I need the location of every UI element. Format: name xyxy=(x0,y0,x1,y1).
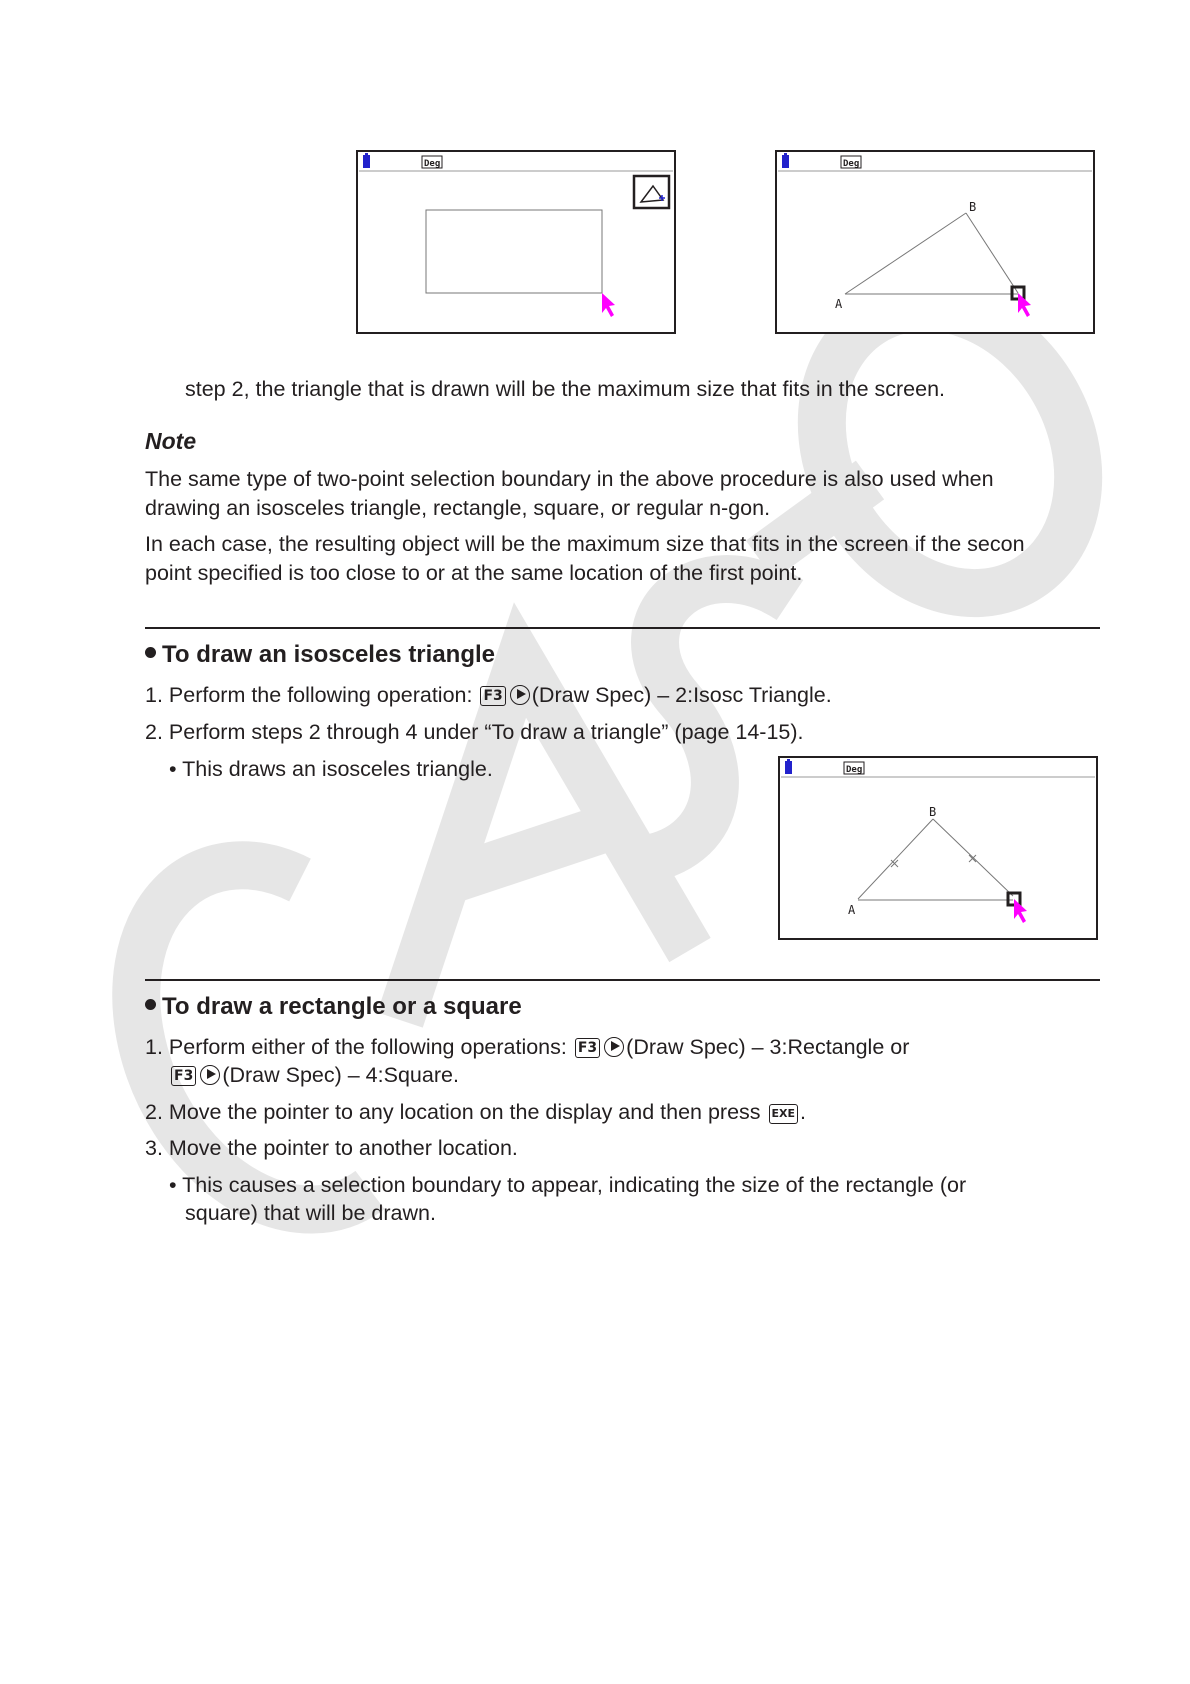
rectangle-step-2 xyxy=(145,1098,806,1126)
step-text: 2. Move the pointer to any location on the display and then press xyxy=(145,1100,761,1124)
f3-key-icon: F3 xyxy=(171,1066,196,1086)
step-text: (Draw Spec) – 4:Square. xyxy=(222,1063,459,1087)
rectangle-bullet-line-1: • This causes a selection boundary to appear, indicating the size of the rectangle (or xyxy=(169,1173,967,1197)
rectangle-heading xyxy=(145,993,522,1021)
right-arrow-key-icon xyxy=(200,1065,220,1085)
step-text: (Draw Spec) – 2:Isosc Triangle. xyxy=(531,683,832,707)
rectangle-step-3: 3. Move the pointer to another location. xyxy=(145,1136,518,1160)
battery-icon xyxy=(782,155,789,168)
right-arrow-key-icon xyxy=(604,1037,624,1057)
rectangle-bullet-line-2: square) that will be drawn. xyxy=(185,1201,436,1225)
section-divider xyxy=(145,627,1100,629)
f3-key-icon: F3 xyxy=(480,686,505,706)
note-line-1: The same type of two-point selection boundary in the above procedure is also used when xyxy=(145,467,994,491)
isosceles-heading-text: To draw an isosceles triangle xyxy=(162,641,495,668)
section-divider xyxy=(145,979,1100,981)
deg-label: Deg xyxy=(846,765,863,775)
bullet-dot xyxy=(145,647,156,658)
exe-key-icon: EXE xyxy=(769,1104,799,1124)
point-label-a: A xyxy=(835,297,843,311)
deg-label: Deg xyxy=(424,159,441,169)
rectangle-heading-text: To draw a rectangle or a square xyxy=(162,993,522,1020)
note-heading: Note xyxy=(145,428,197,454)
screen-triangle xyxy=(775,150,1095,334)
battery-icon xyxy=(363,155,370,168)
step-text: . xyxy=(800,1100,807,1124)
note-line-2: drawing an isosceles triangle, rectangle, square, or regular n-gon. xyxy=(145,496,771,520)
isosceles-step-2: 2. Perform steps 2 through 4 under “To draw a triangle” (page 14-15). xyxy=(145,720,804,744)
screen-isosceles-triangle xyxy=(778,756,1098,940)
rectangle-step-1-cont xyxy=(169,1061,459,1089)
point-label-a: A xyxy=(848,903,856,917)
note-line-4: point specified is too close to or at the same location of the first point. xyxy=(145,561,803,585)
screen-selection-boundary xyxy=(356,150,676,334)
isosceles-step-1 xyxy=(145,681,832,709)
point-label-b: B xyxy=(969,200,977,214)
battery-icon xyxy=(785,761,792,774)
intro-step-text: step 2, the triangle that is drawn will be the maximum size that fits in the screen. xyxy=(185,377,946,401)
right-arrow-key-icon xyxy=(510,685,530,705)
step-text: (Draw Spec) – 3:Rectangle or xyxy=(626,1035,910,1059)
triangle-tool-icon xyxy=(634,176,669,208)
step-text: 1. Perform the following operation: xyxy=(145,683,473,707)
step-text: 1. Perform either of the following operations: xyxy=(145,1035,567,1059)
deg-label: Deg xyxy=(843,159,860,169)
note-line-3: In each case, the resulting object will be the maximum size that fits in the screen if the secon xyxy=(145,532,1025,556)
rectangle-step-1 xyxy=(145,1033,909,1061)
bullet-dot xyxy=(145,999,156,1010)
isosceles-heading xyxy=(145,641,495,669)
point-label-b: B xyxy=(929,805,937,819)
f3-key-icon: F3 xyxy=(575,1038,600,1058)
isosceles-bullet: • This draws an isosceles triangle. xyxy=(169,757,493,781)
